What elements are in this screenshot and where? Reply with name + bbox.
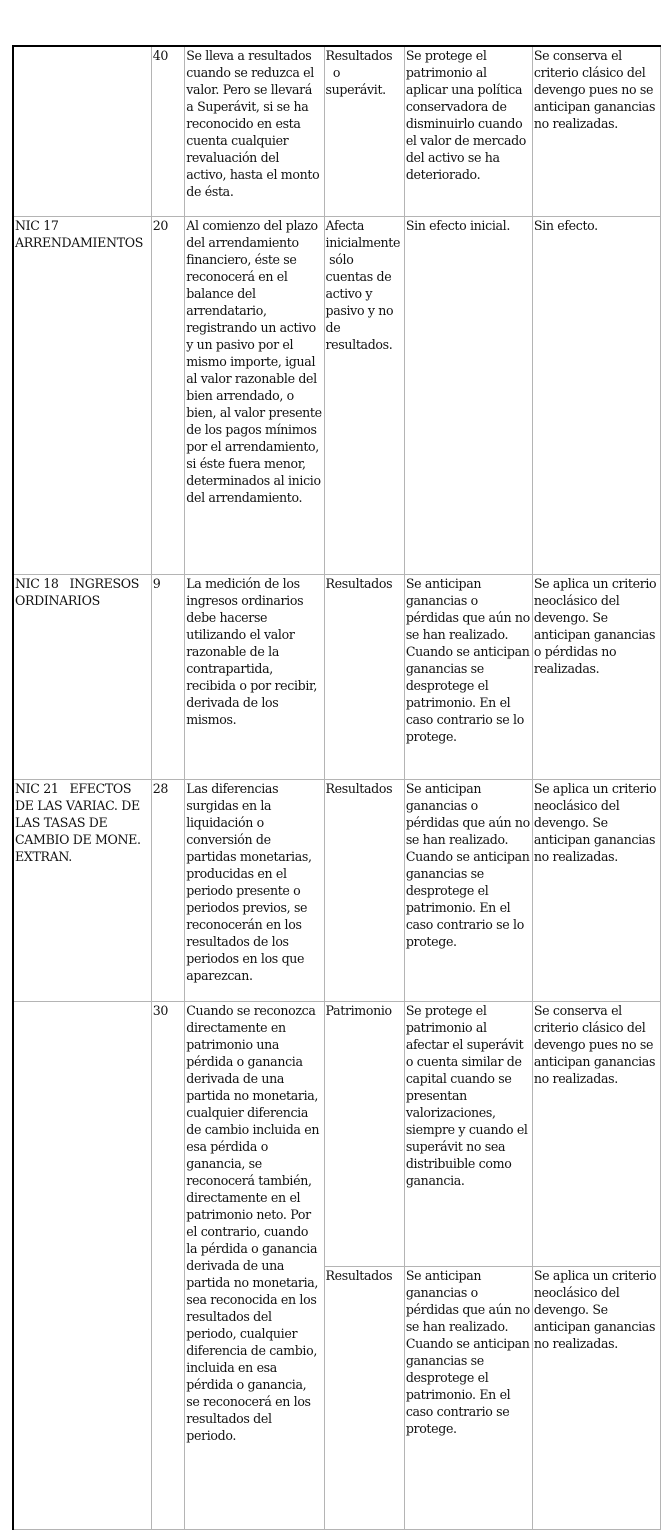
- table-row: [13, 46, 661, 216]
- paragraph-number-cell: 20: [151, 216, 185, 574]
- table-row: [13, 216, 661, 574]
- paragraph-number-cell: 40: [151, 46, 185, 216]
- table-row: [13, 1001, 661, 1266]
- accrual-criterion-cell: Se aplica un criterio neoclásico del devengo. Se anticipan ganancias no realizadas.: [532, 779, 660, 1001]
- paragraph-number-cell: 9: [151, 574, 185, 779]
- account-cell: Afecta inicialmente sólo cuentas de activo y pasivo y no de resultados.: [324, 216, 404, 574]
- equity-effect-cell: Se protege el patrimonio al aplicar una política conservadora de disminuirlo cuando el valor de mercado del activo se ha deteriorado.: [404, 46, 532, 216]
- norma-cell: NIC 17 ARRENDAMIENTOS: [13, 216, 151, 574]
- accrual-criterion-cell: Se conserva el criterio clásico del devengo pues no se anticipan ganancias no realizadas.: [532, 46, 660, 216]
- paragraph-number-cell: 30: [151, 1001, 185, 1529]
- norm-text-cell: La medición de los ingresos ordinarios debe hacerse utilizando el valor razonable de la contrapartida, recibida o por recibir, derivada de los mismos.: [185, 574, 324, 779]
- account-cell: Resultados o superávit.: [324, 46, 404, 216]
- norma-cell: NIC 21 EFECTOS DE LAS VARIAC. DE LAS TASAS DE CAMBIO DE MONE. EXTRAN.: [13, 779, 151, 1001]
- document-page: [12, 45, 661, 1530]
- table-row: [13, 779, 661, 1001]
- paragraph-number-cell: 28: [151, 779, 185, 1001]
- equity-effect-cell: Se anticipan ganancias o pérdidas que aún no se han realizado. Cuando se anticipan ganancias se desprotege el patrimonio. En el caso contrario se protege.: [404, 1266, 532, 1529]
- equity-effect-cell: Se anticipan ganancias o pérdidas que aún no se han realizado. Cuando se anticipan ganancias se desprotege el patrimonio. En el caso contrario se lo protege.: [404, 574, 532, 779]
- accrual-criterion-cell: Se conserva el criterio clásico del devengo pues no se anticipan ganancias no realizadas.: [532, 1001, 660, 1266]
- norm-text-cell: Las diferencias surgidas en la liquidación o conversión de partidas monetarias, producidas en el periodo presente o periodos previos, se reconocerán en los resultados de los periodos en los que aparezcan.: [185, 779, 324, 1001]
- account-cell: Patrimonio: [324, 1001, 404, 1266]
- account-cell: Resultados: [324, 1266, 404, 1529]
- equity-effect-cell: Se protege el patrimonio al afectar el superávit o cuenta similar de capital cuando se presentan valorizaciones, siempre y cuando el superávit no sea distribuible como ganancia.: [404, 1001, 532, 1266]
- equity-effect-cell: Se anticipan ganancias o pérdidas que aún no se han realizado. Cuando se anticipan ganancias se desprotege el patrimonio. En el caso contrario se lo protege.: [404, 779, 532, 1001]
- norma-cell: NIC 18 INGRESOS ORDINARIOS: [13, 574, 151, 779]
- norma-cell: [13, 1001, 151, 1529]
- accrual-criterion-cell: Se aplica un criterio neoclásico del devengo. Se anticipan ganancias no realizadas.: [532, 1266, 660, 1529]
- table-row: [13, 574, 661, 779]
- equity-effect-cell: Sin efecto inicial.: [404, 216, 532, 574]
- account-cell: Resultados: [324, 574, 404, 779]
- nic-comparison-table: [12, 45, 661, 1530]
- account-cell: Resultados: [324, 779, 404, 1001]
- norm-text-cell: Se lleva a resultados cuando se reduzca el valor. Pero se llevará a Superávit, si se ha reconocido en esta cuenta cualquier revaluación del activo, hasta el monto de ésta.: [185, 46, 324, 216]
- norma-cell: [13, 46, 151, 216]
- norm-text-cell: Cuando se reconozca directamente en patrimonio una pérdida o ganancia derivada de una partida no monetaria, cualquier diferencia de cambio incluida en esa pérdida o ganancia, se reconocerá también, directamente en el patrimonio neto. Por el contrario, cuando la pérdida o ganancia derivada de una partida no monetaria, sea reconocida en los resultados del periodo, cualquier diferencia de cambio, incluida en esa pérdida o ganancia, se reconocerá en los resultados del periodo.: [185, 1001, 324, 1529]
- accrual-criterion-cell: Sin efecto.: [532, 216, 660, 574]
- accrual-criterion-cell: Se aplica un criterio neoclásico del devengo. Se anticipan ganancias o pérdidas no realizadas.: [532, 574, 660, 779]
- norm-text-cell: Al comienzo del plazo del arrendamiento financiero, éste se reconocerá en el balance del arrendatario, registrando un activo y un pasivo por el mismo importe, igual al valor razonable del bien arrendado, o bien, al valor presente de los pagos mínimos por el arrendamiento, si éste fuera menor, determinados al inicio del arrendamiento.: [185, 216, 324, 574]
